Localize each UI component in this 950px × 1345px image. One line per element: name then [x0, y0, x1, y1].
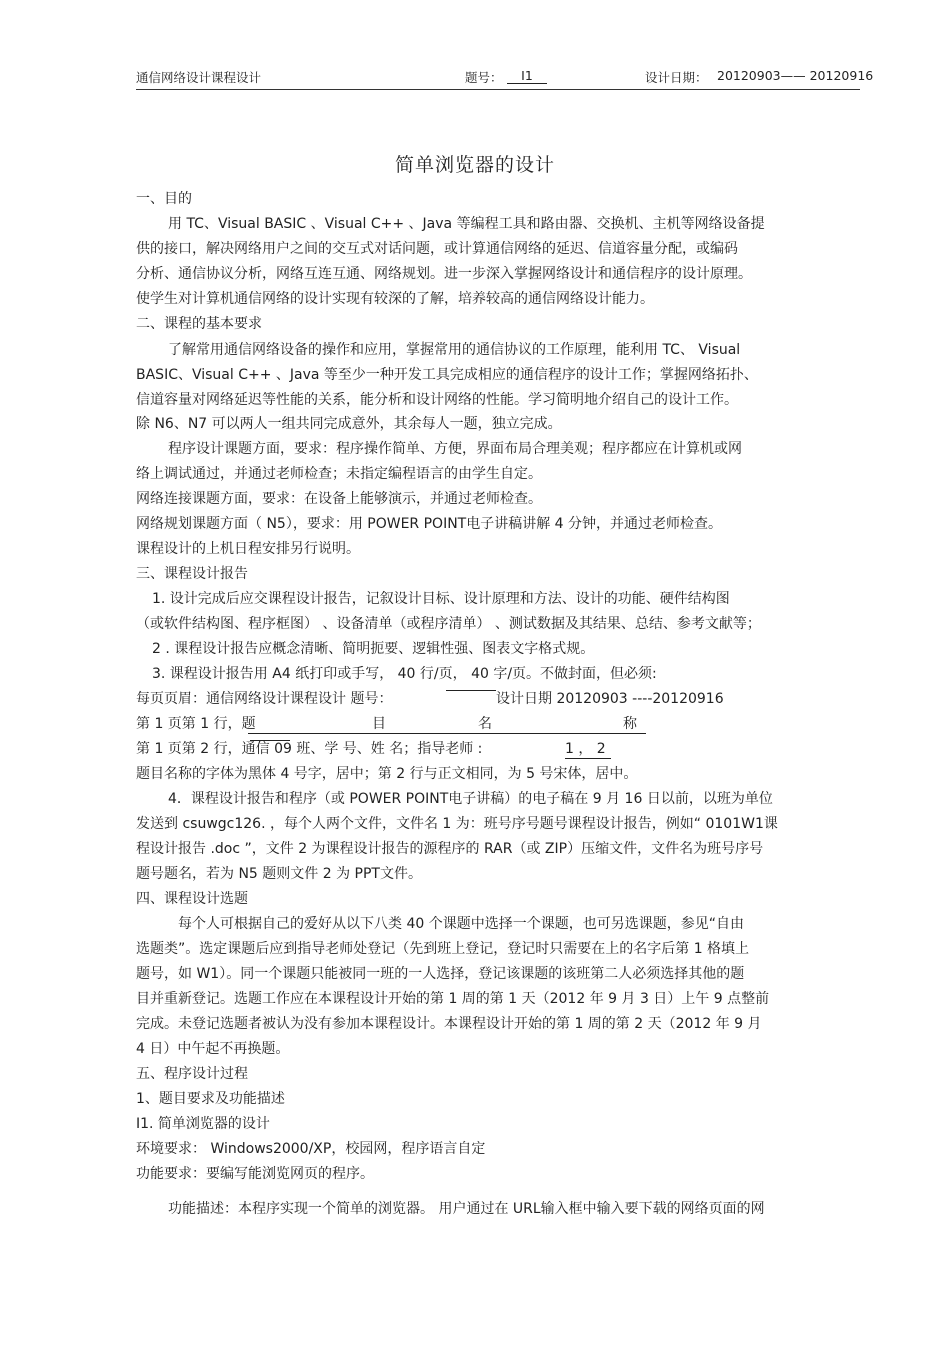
document-title: 简单浏览器的设计 — [394, 154, 555, 176]
spaced-char: 目 — [372, 716, 386, 732]
paragraph-line: 课程设计的上机日程安排另行说明。 — [136, 541, 360, 557]
paragraph-line: 4 日）中午起不再换题。 — [136, 1041, 290, 1057]
paragraph-line: 第 1 页第 1 行，题 — [136, 716, 256, 732]
paragraph-line: 1. 设计完成后应交课程设计报告，记叙设计目标、设计原理和方法、设计的功能、硬件结构图 — [152, 591, 730, 607]
header-course: 通信网络设计课程设计 — [136, 70, 262, 85]
paragraph-line: 网络连接课题方面，要求：在设备上能够演示，并通过老师检查。 — [136, 491, 542, 507]
paragraph-line: 选题类”。选定课题后应到指导老师处登记（先到班上登记，登记时只需要在上的名字后第 1 格填上 — [136, 941, 750, 957]
paragraph-line: 4．课程设计报告和程序（或 POWER POINT电子讲稿）的电子稿在 9 月 16 日以前，以班为单位 — [168, 791, 773, 807]
spaced-char: 称 — [623, 716, 637, 732]
section-heading: 四、课程设计选题 — [136, 891, 248, 907]
paragraph-line: 题号题名，若为 N5 题则文件 2 为 PPT文件。 — [136, 866, 422, 882]
paragraph-line: 除 N6、N7 可以两人一组共同完成意外，其余每人一题，独立完成。 — [136, 416, 562, 432]
class-underline — [250, 740, 290, 741]
paragraph-line: 信道容量对网络延迟等性能的关系，能分析和设计网络的性能。学习简明地介绍自己的设计工作。 — [136, 392, 738, 408]
paragraph-line: 2 . 课程设计报告应概念清晰、简明扼要、逻辑性强、图表文字格式规。 — [152, 641, 595, 657]
paragraph-line: 网络规划课题方面（ N5），要求：用 POWER POINT电子讲稿讲解 4 分钟，并通过老师检查。 — [136, 516, 723, 532]
paragraph-line: （或软件结构图、程序框图） 、设备清单（或程序清单） 、测试数据及其结果、总结、参考文献等； — [136, 616, 761, 632]
subsection-heading: 1、题目要求及功能描述 — [136, 1091, 285, 1107]
paragraph-line: BASIC、Visual C++ 、Java 等至少一种开发工具完成相应的通信程序的设计工作；掌握网络拓扑、 — [136, 367, 758, 383]
paragraph-line: 设计日期 20120903 ----20120916 — [496, 691, 724, 707]
paragraph-line: 分析、通信协议分析，网络互连互通、网络规划。进一步深入掌握网络设计和通信程序的设计原理。 — [136, 266, 752, 282]
header-topic-value: I1 — [507, 68, 547, 84]
section-heading: 三、课程设计报告 — [136, 566, 248, 582]
paragraph-line: 每页页眉：通信网络设计课程设计 题号： — [136, 691, 393, 707]
paragraph-line: 3. 课程设计报告用 A4 纸打印或手写， 40 行/页， 40 字/页。不做封面，但必须: — [152, 666, 657, 682]
paragraph-line: 了解常用通信网络设备的操作和应用，掌握常用的通信协议的工作原理，能利用 TC、 Visual — [168, 342, 741, 358]
paragraph-line: 完成。未登记选题者被认为没有参加本课程设计。本课程设计开始的第 1 周的第 2 天（2012 年 9 月 — [136, 1016, 762, 1032]
paragraph-line: 环境要求： Windows2000/XP，校园网，程序语言自定 — [136, 1141, 486, 1157]
paragraph-line: 程设计报告 .doc ”，文件 2 为课程设计报告的源程序的 RAR（或 ZIP）压缩文件，文件名为班号序号 — [136, 841, 764, 857]
section-heading: 五、程序设计过程 — [136, 1066, 248, 1082]
paragraph-line: 供的接口，解决网络用户之间的交互式对话问题，或计算通信网络的延迟、信道容量分配，或编码 — [136, 241, 738, 257]
section-heading: 一、目的 — [136, 191, 192, 207]
paragraph-line: 用 TC、Visual BASIC 、Visual C++ 、Java 等编程工具和路由器、交换机、主机等网络设备提 — [168, 216, 765, 232]
spaced-char: 名 — [478, 716, 492, 732]
paragraph-line: 题号，如 W1）。同一个课题只能被同一班的一人选择，登记该课题的该班第二人必须选择其他的题 — [136, 966, 745, 982]
header-rule — [136, 89, 860, 90]
paragraph-line: 目并重新登记。选题工作应在本课程设计开始的第 1 周的第 1 天（2012 年 9 月 3 日）上午 9 点整前 — [136, 991, 770, 1007]
paragraph-line: 功能要求：要编写能浏览网页的程序。 — [136, 1166, 374, 1182]
paragraph-line: 第 1 页第 2 行，通信 09 班、学 号、姓 名；指导老师 : — [136, 741, 483, 757]
section-heading: 二、课程的基本要求 — [136, 316, 262, 332]
paragraph-line: 发送到 csuwgc126. ，每个人两个文件，文件名 1 为：班号序号题号课程设计报告，例如“ 0101W1课 — [136, 816, 778, 832]
header-date-label: 设计日期： — [645, 70, 708, 85]
paragraph-line: 功能描述：本程序实现一个简单的浏览器。 用户通过在 URL输入框中输入要下载的网络页面的网 — [168, 1201, 765, 1217]
paragraph-line: 程序设计课题方面，要求：程序操作简单、方便，界面布局合理美观；程序都应在计算机或网 — [168, 441, 742, 457]
header-date-value: 20120903—— 20120916 — [717, 68, 874, 83]
paragraph-line: 每个人可根据自己的爱好从以下八类 40 个课题中选择一个课题，也可另选课题，参见“自由 — [178, 916, 744, 932]
header-topic-label: 题号： — [465, 70, 503, 85]
teacher-value: 1 ， 2 — [565, 740, 611, 759]
blank-underline — [446, 690, 496, 691]
title-underline — [248, 715, 646, 734]
paragraph-line: 络上调试通过，并通过老师检查；未指定编程语言的由学生自定。 — [136, 466, 542, 482]
paragraph-line: 题目名称的字体为黑体 4 号字，居中；第 2 行与正文相同，为 5 号宋体，居中。 — [136, 766, 638, 782]
paragraph-line: I1. 简单浏览器的设计 — [136, 1116, 270, 1132]
paragraph-line: 使学生对计算机通信网络的设计实现有较深的了解，培养较高的通信网络设计能力。 — [136, 291, 654, 307]
